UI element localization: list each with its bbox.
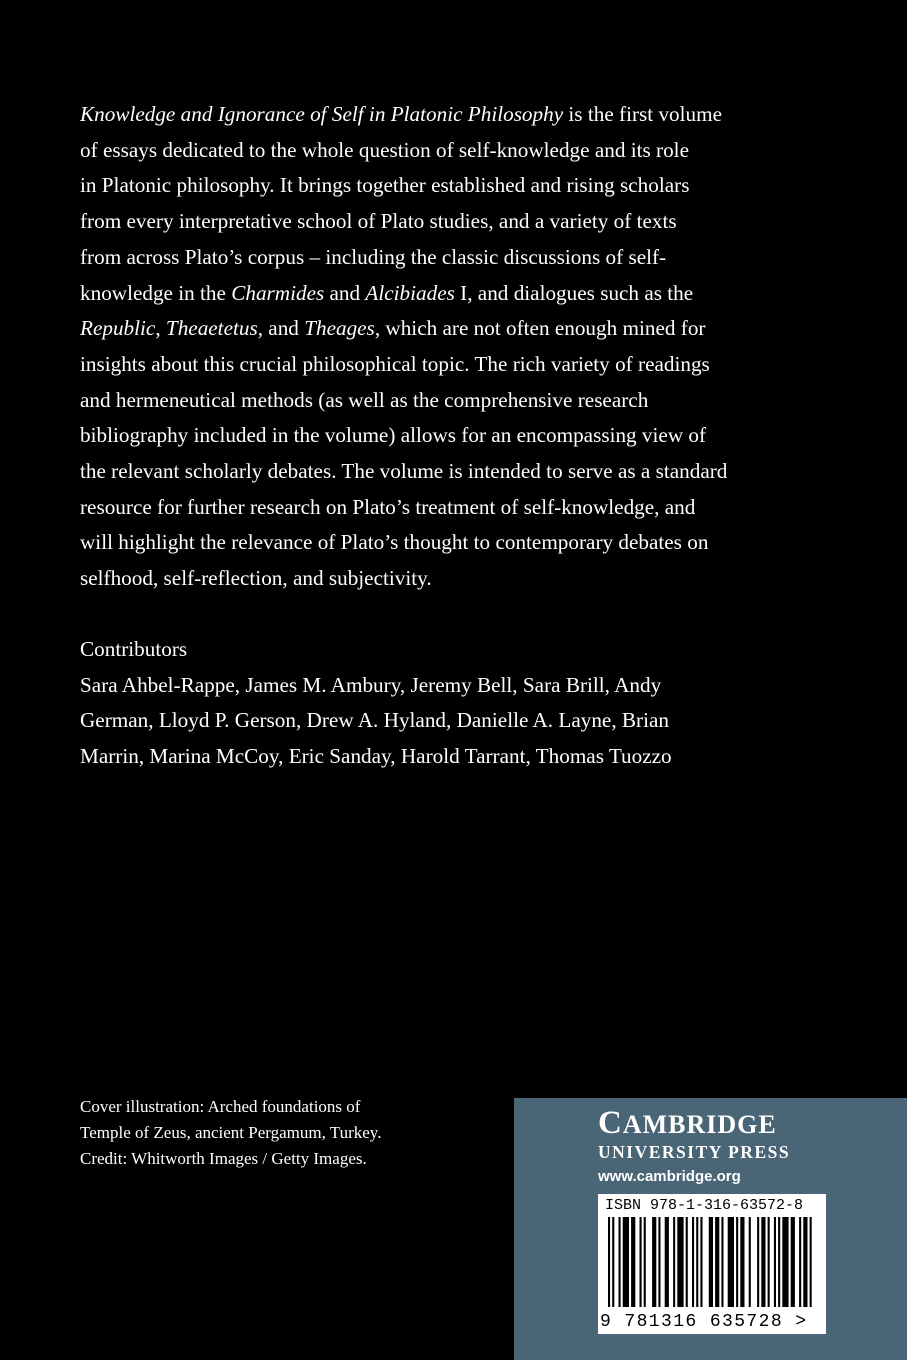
barcode-box (598, 1194, 826, 1334)
description-line (80, 418, 780, 454)
barcode-bar (728, 1217, 734, 1307)
contributors-line: German, Lloyd P. Gerson, Drew A. Hyland, Danielle A. Layne, Brian (80, 708, 669, 733)
description-line (80, 454, 780, 490)
barcode-bar (612, 1217, 614, 1307)
barcode-bar (803, 1217, 807, 1307)
description-line (80, 168, 780, 204)
isbn-label: ISBN 978-1-316-63572-8 (605, 1197, 804, 1214)
italic-title: Theages (304, 316, 375, 341)
barcode-bar (740, 1217, 744, 1307)
barcode-bar (644, 1217, 646, 1307)
barcode-bar (736, 1217, 738, 1307)
text-run: insights about this crucial philosophical topic. The rich variety of readings (80, 351, 710, 376)
description-line (80, 383, 780, 419)
text-run: will highlight the relevance of Plato’s thought to contemporary debates on (80, 530, 709, 555)
barcode-bar (721, 1217, 723, 1307)
publisher-panel (514, 1098, 907, 1360)
text-run: , (155, 316, 166, 341)
barcode-bar (757, 1217, 759, 1307)
text-run: , and (257, 316, 305, 341)
barcode-digits: 9 781316 635728 > (600, 1312, 808, 1332)
text-run: selfhood, self-reflection, and subjectivity. (80, 566, 432, 591)
barcode-bar (619, 1217, 621, 1307)
text-run: resource for further research on Plato’s treatment of self-knowledge, and (80, 494, 696, 519)
description-line (80, 204, 780, 240)
text-run: is the first volume (563, 102, 723, 126)
contributors-heading: Contributors (80, 637, 188, 661)
description-line (80, 525, 780, 561)
barcode-bar (768, 1217, 770, 1307)
barcode-bar (677, 1217, 683, 1307)
italic-title: Theaetetus (165, 316, 258, 341)
barcode-bar (709, 1217, 713, 1307)
credit-line: Cover illustration: Arched foundations of (80, 1097, 361, 1116)
text-run: and hermeneutical methods (as well as the comprehensive research (80, 387, 649, 412)
text-run: from across Plato’s corpus – including the classic discussions of self- (80, 244, 667, 269)
credit-line: Temple of Zeus, ancient Pergamum, Turkey. (80, 1123, 382, 1142)
barcode-bar (715, 1217, 719, 1307)
barcode-bar (749, 1217, 751, 1307)
barcode-bar (696, 1217, 698, 1307)
contributors-line: Marrin, Marina McCoy, Eric Sanday, Harold Tarrant, Thomas Tuozzo (80, 744, 672, 769)
publisher-subtitle: UNIVERSITY PRESS (598, 1142, 791, 1162)
text-run: the relevant scholarly debates. The volume is intended to serve as a standard (80, 459, 728, 484)
description-line (80, 347, 780, 383)
barcode-bar (658, 1217, 660, 1307)
barcode-bar (810, 1217, 812, 1307)
barcode-bar (686, 1217, 688, 1307)
barcode-bar (774, 1217, 776, 1307)
barcode-bar (608, 1217, 610, 1307)
text-run: bibliography included in the volume) allows for an encompassing view of (80, 423, 707, 448)
text-run: and (324, 280, 366, 305)
text-run: knowledge in the (80, 280, 232, 305)
italic-title: Alcibiades (365, 280, 455, 305)
text-run: , which are not often enough mined for (374, 316, 706, 341)
barcode-icon (604, 1217, 820, 1311)
barcode-bar (692, 1217, 694, 1307)
italic-title: Republic (80, 316, 156, 341)
contributors-line: Sara Ahbel-Rappe, James M. Ambury, Jeremy Bell, Sara Brill, Andy (80, 672, 662, 697)
barcode-bar (778, 1217, 780, 1307)
text-run: I, and dialogues such as the (454, 280, 694, 305)
barcode-bar (631, 1217, 635, 1307)
description-line (80, 561, 780, 597)
text-run: of essays dedicated to the whole question of self-knowledge and its role (80, 137, 689, 162)
barcode-bar (761, 1217, 765, 1307)
description-line (80, 240, 780, 276)
contributors-section (80, 632, 800, 775)
text-run: in Platonic philosophy. It brings together established and rising scholars (80, 173, 690, 198)
barcode-bar (791, 1217, 795, 1307)
barcode-bar (799, 1217, 801, 1307)
cover-credit (80, 1094, 500, 1172)
barcode-bar (652, 1217, 656, 1307)
publisher-name: CAMBRIDGE (598, 1105, 777, 1141)
barcode-bar (673, 1217, 675, 1307)
barcode-bar (640, 1217, 642, 1307)
barcode-bar (700, 1217, 702, 1307)
credit-line: Credit: Whitworth Images / Getty Images. (80, 1149, 367, 1168)
description-line (80, 97, 780, 133)
italic-title: Charmides (231, 280, 325, 305)
italic-title: Knowledge and Ignorance of Self in Platonic Philosophy (80, 102, 564, 126)
barcode-bar (782, 1217, 788, 1307)
text-run: from every interpretative school of Plato studies, and a variety of texts (80, 209, 677, 234)
description-line (80, 133, 780, 169)
barcode-bar (665, 1217, 669, 1307)
description-line (80, 311, 780, 347)
barcode-bar (623, 1217, 629, 1307)
book-description (80, 97, 780, 597)
description-line (80, 490, 780, 526)
description-line (80, 276, 780, 312)
publisher-url: www.cambridge.org (598, 1168, 741, 1185)
